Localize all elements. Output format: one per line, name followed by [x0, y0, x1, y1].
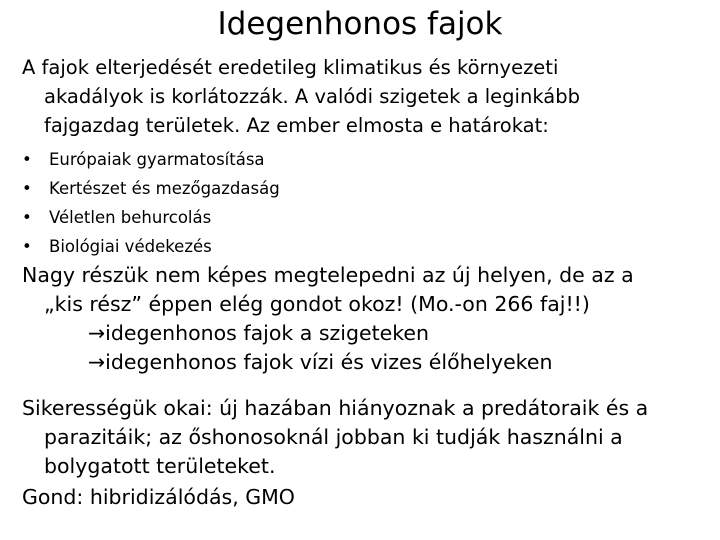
problem-line: Gond: hibridizálódás, GMO — [22, 485, 295, 509]
barrier-removal-list — [22, 145, 682, 261]
success-paragraph — [22, 394, 702, 481]
list-item — [22, 174, 682, 203]
impact-line: Nagy részük nem képes megtelepedni az új helyen, de az a — [22, 263, 634, 287]
intro-paragraph — [22, 53, 702, 140]
impact-line: „kis rész” éppen elég gondot okoz! (Mo.-on 266 faj!!) — [44, 292, 590, 316]
slide-title: Idegenhonos fajok — [217, 6, 503, 42]
bullet-icon: • — [22, 179, 32, 198]
success-line: bolygatott területeket. — [44, 454, 276, 478]
arrow-point: →idegenhonos fajok vízi és vizes élőhelyeken — [88, 350, 553, 374]
intro-line: fajgazdag területek. Az ember elmosta e határokat: — [44, 114, 549, 137]
list-item — [22, 145, 682, 174]
list-item-label: Biológiai védekezés — [49, 237, 212, 256]
arrow-point: →idegenhonos fajok a szigeteken — [88, 321, 430, 345]
bullet-icon: • — [22, 150, 32, 169]
list-item-label: Kertészet és mezőgazdaság — [49, 179, 280, 198]
list-item-label: Véletlen behurcolás — [49, 208, 212, 227]
impact-paragraph — [22, 261, 702, 377]
intro-line: akadályok is korlátozzák. A valódi szigetek a leginkább — [44, 85, 580, 108]
problem-paragraph — [22, 483, 702, 512]
success-line: parazitáik; az őshonosoknál jobban ki tudják használni a — [44, 425, 623, 449]
list-item — [22, 203, 682, 232]
list-item — [22, 232, 682, 261]
list-item-label: Európaiak gyarmatosítása — [49, 150, 265, 169]
bullet-icon: • — [22, 237, 32, 256]
success-line: Sikerességük okai: új hazában hiányoznak a predátoraik és a — [22, 396, 649, 420]
bullet-icon: • — [22, 208, 32, 227]
intro-line: A fajok elterjedését eredetileg klimatikus és környezeti — [22, 56, 559, 79]
